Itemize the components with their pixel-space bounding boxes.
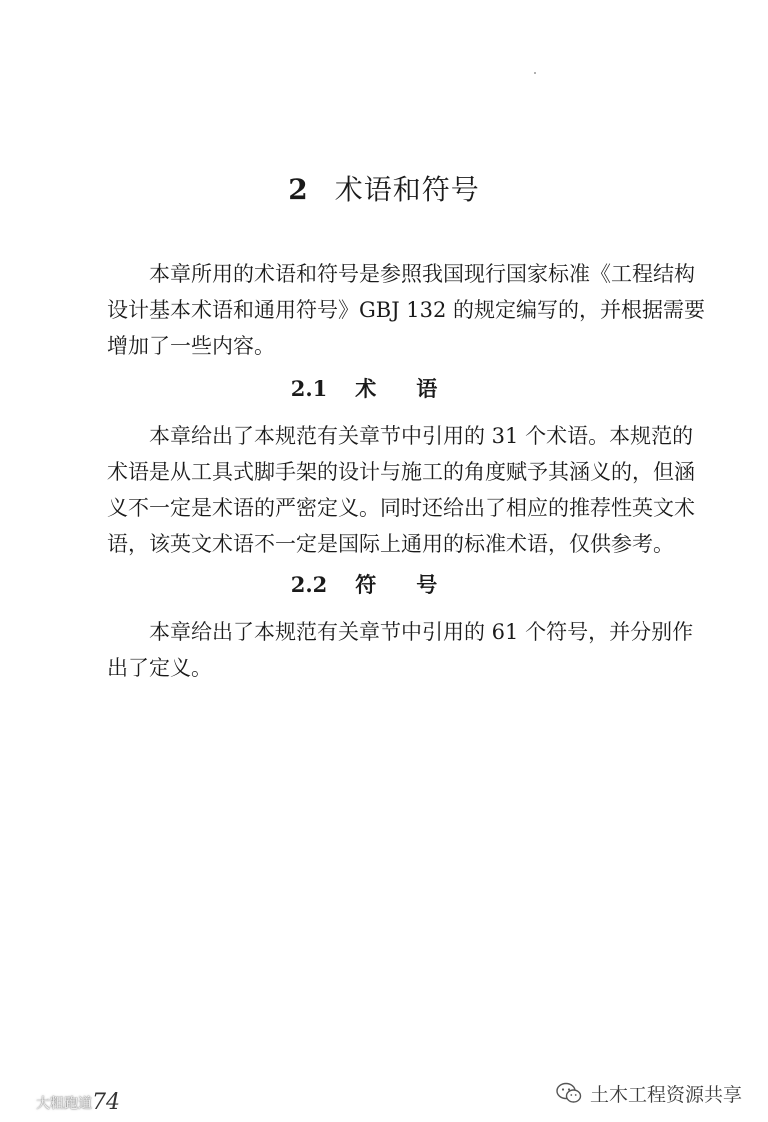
chapter-number: 2 — [288, 173, 309, 206]
chapter-title-text: 术语和符号 — [334, 173, 480, 206]
paragraph-line: 本章给出了本规范有关章节中引用的 61 个符号，并分别作 — [149, 620, 694, 644]
paragraph-line: 义不一定是术语的严密定义。同时还给出了相应的推荐性英文术 — [107, 496, 695, 520]
watermark-left-text: 大粗跑道 — [36, 1096, 92, 1112]
paragraph-line: 本章所用的术语和符号是参照我国现行国家标准《工程结构 — [149, 262, 695, 286]
section-heading-2-2 — [0, 569, 768, 599]
section-title: 符号 — [355, 572, 478, 597]
paragraph-line: 本章给出了本规范有关章节中引用的 31 个术语。本规范的 — [149, 424, 694, 448]
section-heading-2-1 — [0, 373, 768, 403]
section-number: 2.1 — [290, 376, 328, 401]
paragraph-line: 设计基本术语和通用符号》GBJ 132 的规定编写的，并根据需要 — [107, 298, 706, 322]
section-number: 2.2 — [290, 572, 328, 597]
section-title: 术语 — [355, 376, 478, 401]
section-2-2-paragraph — [107, 614, 697, 686]
page-number: 74 — [92, 1090, 120, 1115]
scan-speck — [534, 72, 536, 74]
watermark-right — [556, 1078, 742, 1108]
brand-logo-icon — [6, 1094, 34, 1112]
wechat-icon — [556, 1082, 582, 1104]
section-2-1-paragraph — [107, 418, 697, 562]
watermark-left — [6, 1093, 92, 1113]
watermark-right-text: 土木工程资源共享 — [590, 1083, 743, 1106]
paragraph-line: 增加了一些内容。 — [107, 334, 275, 358]
chapter-title — [0, 168, 768, 208]
paragraph-line: 出了定义。 — [107, 656, 212, 680]
paragraph-line: 术语是从工具式脚手架的设计与施工的角度赋予其涵义的，但涵 — [107, 460, 695, 484]
intro-paragraph — [107, 256, 706, 364]
paragraph-line: 语，该英文术语不一定是国际上通用的标准术语，仅供参考。 — [107, 532, 674, 556]
